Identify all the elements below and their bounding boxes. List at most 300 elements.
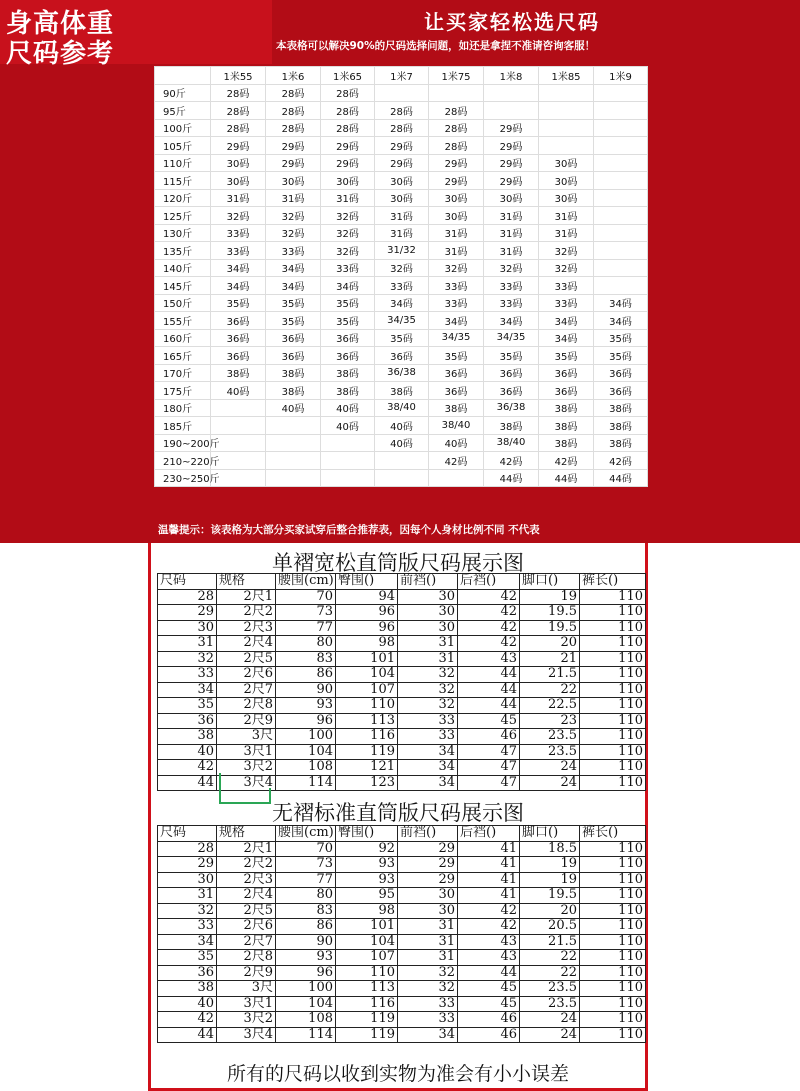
- measure-cell: 110: [580, 857, 646, 873]
- size-cell: 30码: [375, 189, 429, 207]
- column-header: 前裆(): [398, 574, 458, 590]
- size-cell: [375, 469, 429, 487]
- height-weight-size-table: [154, 66, 648, 487]
- size-cell: 32码: [321, 224, 375, 242]
- table-row: [155, 329, 648, 347]
- measure-cell: 110: [580, 996, 646, 1012]
- measure-cell: 30: [398, 903, 458, 919]
- size-cell: 30码: [321, 172, 375, 190]
- size-cell: 31码: [211, 189, 266, 207]
- title-line-2: 尺码参考: [6, 39, 115, 69]
- measure-cell: 3尺1: [217, 744, 276, 760]
- size-cell: 28码: [266, 84, 321, 102]
- measure-cell: 32: [398, 698, 458, 714]
- measure-cell: 3尺4: [217, 1027, 276, 1043]
- measure-cell: 21.5: [520, 667, 580, 683]
- table-row: [158, 760, 646, 776]
- size-cell: 38/40: [429, 417, 484, 435]
- column-header: 臀围(): [336, 826, 398, 842]
- measure-cell: 3尺: [217, 729, 276, 745]
- measure-cell: 33: [398, 729, 458, 745]
- measure-cell: 98: [336, 636, 398, 652]
- measure-cell: 2尺8: [217, 950, 276, 966]
- size-cell: [266, 434, 321, 452]
- measure-cell: 31: [398, 636, 458, 652]
- size-cell: 36码: [594, 364, 648, 382]
- measure-cell: 110: [580, 919, 646, 935]
- height-header: 1米6: [266, 67, 321, 85]
- measure-cell: 30: [398, 888, 458, 904]
- size-cell: [429, 469, 484, 487]
- size-cell: 44码: [539, 469, 594, 487]
- size-cell: [539, 84, 594, 102]
- column-header: 裤长(): [580, 574, 646, 590]
- measure-cell: 3尺2: [217, 1012, 276, 1028]
- size-cell: 38码: [266, 364, 321, 382]
- size-cell: [539, 102, 594, 120]
- weight-label: 150斤: [155, 294, 211, 312]
- weight-label: 185斤: [155, 417, 211, 435]
- measure-cell: 110: [580, 1027, 646, 1043]
- table-row: [158, 888, 646, 904]
- measure-cell: 32: [398, 981, 458, 997]
- size-cell: 30码: [539, 172, 594, 190]
- size-cell: 34码: [429, 312, 484, 330]
- measure-cell: 38: [158, 981, 217, 997]
- measure-cell: 47: [458, 760, 520, 776]
- table-row: [158, 950, 646, 966]
- size-cell: 31码: [484, 224, 539, 242]
- measure-cell: 30: [398, 605, 458, 621]
- size-cell: 35码: [594, 347, 648, 365]
- measure-cell: 83: [276, 903, 336, 919]
- weight-label: 170斤: [155, 364, 211, 382]
- size-cell: 28码: [211, 84, 266, 102]
- measure-cell: 2尺1: [217, 841, 276, 857]
- table-row: [155, 469, 648, 487]
- measure-cell: 110: [580, 636, 646, 652]
- measure-cell: 93: [336, 872, 398, 888]
- measure-cell: 2尺7: [217, 682, 276, 698]
- size-cell: 38码: [539, 399, 594, 417]
- measure-cell: 2尺5: [217, 903, 276, 919]
- table-row: [158, 934, 646, 950]
- size-cell: [321, 452, 375, 470]
- size-cell: 36码: [211, 329, 266, 347]
- size-cell: 31码: [429, 224, 484, 242]
- measure-cell: 41: [458, 841, 520, 857]
- measure-cell: 110: [580, 651, 646, 667]
- header-right: [272, 0, 800, 64]
- measure-cell: 19: [520, 857, 580, 873]
- description: 本表格可以解决90%的尺码选择问题，如还是拿捏不准请咨询客服！: [276, 40, 596, 52]
- weight-label: 140斤: [155, 259, 211, 277]
- size-cell: 34/35: [484, 329, 539, 347]
- weight-label: 155斤: [155, 312, 211, 330]
- size-cell: 34码: [211, 259, 266, 277]
- measure-cell: 44: [158, 775, 217, 791]
- header-corner: [155, 67, 211, 85]
- size-cell: 38码: [594, 399, 648, 417]
- measure-cell: 70: [276, 589, 336, 605]
- size-cell: 29码: [321, 154, 375, 172]
- size-cell: 33码: [266, 242, 321, 260]
- measure-cell: 44: [458, 682, 520, 698]
- size-cell: 35码: [484, 347, 539, 365]
- size-cell: 28码: [429, 119, 484, 137]
- size-cell: 29码: [484, 154, 539, 172]
- measure-cell: 40: [158, 744, 217, 760]
- table-row: [158, 698, 646, 714]
- size-cell: 31/32: [375, 242, 429, 260]
- measure-cell: 110: [580, 965, 646, 981]
- measure-cell: 35: [158, 950, 217, 966]
- measure-cell: 110: [336, 698, 398, 714]
- measure-cell: 33: [398, 1012, 458, 1028]
- measure-cell: 30: [398, 589, 458, 605]
- size-cell: 40码: [429, 434, 484, 452]
- measure-cell: 2尺3: [217, 872, 276, 888]
- size-cell: 30码: [375, 172, 429, 190]
- measure-cell: 24: [520, 1012, 580, 1028]
- measure-cell: 110: [580, 1012, 646, 1028]
- measure-cell: 22: [520, 682, 580, 698]
- table-row: [155, 399, 648, 417]
- size-cell: 38/40: [375, 399, 429, 417]
- size-cell: 36码: [321, 329, 375, 347]
- table-row: [155, 382, 648, 400]
- measure-cell: 19: [520, 589, 580, 605]
- measure-cell: 34: [398, 775, 458, 791]
- size-cell: 33码: [211, 224, 266, 242]
- size-cell: 36码: [211, 312, 266, 330]
- measure-cell: 20.5: [520, 919, 580, 935]
- measure-cell: 116: [336, 996, 398, 1012]
- table-row: [155, 84, 648, 102]
- table-row: [158, 872, 646, 888]
- column-header: 脚口(): [520, 574, 580, 590]
- measure-cell: 96: [336, 620, 398, 636]
- measure-cell: 110: [580, 729, 646, 745]
- size-cell: [594, 119, 648, 137]
- size-cell: [594, 207, 648, 225]
- size-cell: [266, 417, 321, 435]
- measure-cell: 45: [458, 996, 520, 1012]
- size-cell: 34/35: [429, 329, 484, 347]
- measure-cell: 110: [580, 682, 646, 698]
- measure-cell: 93: [276, 698, 336, 714]
- size-cell: 29码: [484, 119, 539, 137]
- table-row: [158, 1012, 646, 1028]
- measure-cell: 90: [276, 934, 336, 950]
- size-cell: [484, 102, 539, 120]
- table-row: [158, 1027, 646, 1043]
- size-cell: 40码: [211, 382, 266, 400]
- size-cell: 34码: [266, 259, 321, 277]
- size-cell: 32码: [539, 242, 594, 260]
- size-cell: 28码: [266, 119, 321, 137]
- size-cell: 28码: [321, 102, 375, 120]
- measure-cell: 98: [336, 903, 398, 919]
- height-header: 1米55: [211, 67, 266, 85]
- weight-label: 125斤: [155, 207, 211, 225]
- measure-cell: 20: [520, 636, 580, 652]
- table-row: [155, 242, 648, 260]
- measure-cell: 42: [458, 605, 520, 621]
- size-cell: [594, 102, 648, 120]
- size-cell: 33码: [484, 294, 539, 312]
- size-cell: 36码: [594, 382, 648, 400]
- measure-cell: 41: [458, 872, 520, 888]
- measure-cell: 73: [276, 605, 336, 621]
- size-cell: 38码: [266, 382, 321, 400]
- table-row: [158, 981, 646, 997]
- size-cell: [211, 417, 266, 435]
- weight-label: 165斤: [155, 347, 211, 365]
- size-cell: 31码: [429, 242, 484, 260]
- measure-cell: 24: [520, 775, 580, 791]
- weight-label: 180斤: [155, 399, 211, 417]
- column-header: 脚口(): [520, 826, 580, 842]
- measure-cell: 110: [580, 605, 646, 621]
- size-cell: 28码: [429, 137, 484, 155]
- table-row: [155, 172, 648, 190]
- weight-label: 230~250斤: [155, 469, 211, 487]
- measure-cell: 110: [580, 698, 646, 714]
- measure-cell: 110: [580, 934, 646, 950]
- size-cell: 31码: [539, 224, 594, 242]
- column-header: 规格: [217, 826, 276, 842]
- size-cell: 35码: [539, 347, 594, 365]
- measure-cell: 110: [580, 744, 646, 760]
- height-header: 1米65: [321, 67, 375, 85]
- size-cell: 29码: [484, 137, 539, 155]
- table-row: [158, 667, 646, 683]
- measure-cell: 46: [458, 729, 520, 745]
- measure-cell: 114: [276, 1027, 336, 1043]
- measure-cell: 121: [336, 760, 398, 776]
- size-cell: 32码: [266, 224, 321, 242]
- measure-cell: 31: [158, 888, 217, 904]
- size-cell: 33码: [321, 259, 375, 277]
- measure-cell: 22.5: [520, 698, 580, 714]
- size-cell: [594, 172, 648, 190]
- measure-cell: 90: [276, 682, 336, 698]
- section2-title: 无褶标准直筒版尺码展示图: [272, 801, 524, 825]
- measure-cell: 47: [458, 775, 520, 791]
- measure-cell: 2尺2: [217, 605, 276, 621]
- measure-cell: 24: [520, 760, 580, 776]
- size-cell: 40码: [375, 417, 429, 435]
- size-cell: 36/38: [484, 399, 539, 417]
- measure-cell: 3尺2: [217, 760, 276, 776]
- measure-cell: 93: [336, 857, 398, 873]
- measure-cell: 23: [520, 713, 580, 729]
- measure-cell: 2尺4: [217, 636, 276, 652]
- measure-cell: 2尺5: [217, 651, 276, 667]
- measure-cell: 110: [580, 667, 646, 683]
- measure-header-row: [158, 574, 646, 590]
- measure-cell: 2尺3: [217, 620, 276, 636]
- measure-cell: 31: [158, 636, 217, 652]
- measurement-panel: [148, 543, 648, 1091]
- size-cell: [594, 84, 648, 102]
- measure-cell: 104: [336, 667, 398, 683]
- size-cell: 34码: [594, 312, 648, 330]
- size-cell: 36码: [211, 347, 266, 365]
- size-cell: 40码: [375, 434, 429, 452]
- size-cell: 34码: [211, 277, 266, 295]
- measure-cell: 19.5: [520, 605, 580, 621]
- size-cell: [594, 224, 648, 242]
- table-row: [158, 857, 646, 873]
- size-cell: 28码: [266, 102, 321, 120]
- size-cell: 38码: [321, 382, 375, 400]
- measure-cell: 42: [458, 589, 520, 605]
- section1-title: 单褶宽松直筒版尺码展示图: [272, 551, 524, 575]
- measure-cell: 19.5: [520, 888, 580, 904]
- size-cell: 32码: [321, 242, 375, 260]
- measure-cell: 93: [276, 950, 336, 966]
- table-row: [155, 154, 648, 172]
- measure-cell: 110: [580, 950, 646, 966]
- measure-cell: 96: [276, 965, 336, 981]
- measure-cell: 22: [520, 950, 580, 966]
- size-cell: 29码: [211, 137, 266, 155]
- size-cell: [375, 452, 429, 470]
- size-cell: 33码: [375, 277, 429, 295]
- size-cell: 35码: [375, 329, 429, 347]
- measure-cell: 43: [458, 934, 520, 950]
- size-cell: 33码: [539, 294, 594, 312]
- measure-cell: 110: [580, 981, 646, 997]
- height-header: 1米8: [484, 67, 539, 85]
- measure-cell: 86: [276, 667, 336, 683]
- column-header: 腰围(cm): [276, 826, 336, 842]
- measure-cell: 31: [398, 934, 458, 950]
- size-cell: 31码: [539, 207, 594, 225]
- measure-cell: 36: [158, 965, 217, 981]
- measure-cell: 2尺4: [217, 888, 276, 904]
- measure-cell: 45: [458, 713, 520, 729]
- size-cell: 29码: [484, 172, 539, 190]
- weight-label: 190~200斤: [155, 434, 211, 452]
- size-cell: 30码: [429, 189, 484, 207]
- height-header: 1米7: [375, 67, 429, 85]
- table-row: [158, 841, 646, 857]
- weight-label: 120斤: [155, 189, 211, 207]
- measure-cell: 3尺4: [217, 775, 276, 791]
- measure-cell: 2尺9: [217, 713, 276, 729]
- flat-front-size-table: [157, 825, 646, 1043]
- size-cell: 33码: [484, 277, 539, 295]
- table-row: [158, 605, 646, 621]
- table-row: [158, 620, 646, 636]
- size-cell: 36码: [429, 382, 484, 400]
- measure-cell: 114: [276, 775, 336, 791]
- table-row: [155, 277, 648, 295]
- size-cell: [539, 137, 594, 155]
- height-header: 1米9: [594, 67, 648, 85]
- column-header: 后裆(): [458, 574, 520, 590]
- measure-cell: 3尺1: [217, 996, 276, 1012]
- measure-cell: 34: [398, 760, 458, 776]
- size-cell: [594, 189, 648, 207]
- measure-cell: 33: [158, 667, 217, 683]
- size-cell: 36码: [266, 329, 321, 347]
- measure-cell: 110: [580, 872, 646, 888]
- size-cell: 33码: [539, 277, 594, 295]
- size-cell: 35码: [211, 294, 266, 312]
- column-header: 裤长(): [580, 826, 646, 842]
- weight-label: 210~220斤: [155, 452, 211, 470]
- measure-cell: 108: [276, 760, 336, 776]
- weight-label: 90斤: [155, 84, 211, 102]
- size-cell: 30码: [539, 189, 594, 207]
- measure-cell: 38: [158, 729, 217, 745]
- measure-cell: 34: [158, 934, 217, 950]
- measure-cell: 20: [520, 903, 580, 919]
- size-cell: 29码: [321, 137, 375, 155]
- size-reference-panel: [0, 0, 800, 543]
- size-cell: 38码: [321, 364, 375, 382]
- size-cell: 28码: [211, 102, 266, 120]
- measure-cell: 110: [580, 841, 646, 857]
- table-row: [158, 996, 646, 1012]
- size-cell: 40码: [266, 399, 321, 417]
- size-cell: 38码: [211, 364, 266, 382]
- table-row: [155, 224, 648, 242]
- size-cell: [594, 154, 648, 172]
- size-cell: 38/40: [484, 434, 539, 452]
- size-cell: 36码: [429, 364, 484, 382]
- table-row: [155, 364, 648, 382]
- size-cell: 28码: [211, 119, 266, 137]
- table-row: [155, 434, 648, 452]
- table-row: [155, 137, 648, 155]
- table-row: [158, 589, 646, 605]
- size-cell: 30码: [429, 207, 484, 225]
- title-block: [0, 0, 272, 69]
- size-cell: 36码: [266, 347, 321, 365]
- size-cell: 28码: [375, 119, 429, 137]
- size-cell: [594, 242, 648, 260]
- measure-cell: 18.5: [520, 841, 580, 857]
- measure-cell: 113: [336, 713, 398, 729]
- size-cell: 42码: [429, 452, 484, 470]
- table-row: [155, 417, 648, 435]
- height-header: 1米75: [429, 67, 484, 85]
- subtitle: 让买家轻松选尺码: [424, 10, 600, 34]
- table-row: [155, 294, 648, 312]
- measure-cell: 104: [336, 934, 398, 950]
- size-cell: 32码: [211, 207, 266, 225]
- table-row: [155, 102, 648, 120]
- tip-text: 温馨提示：该表格为大部分买家试穿后整合推荐表，因每个人身材比例不同 不代表: [158, 524, 540, 536]
- size-cell: 36码: [539, 382, 594, 400]
- measure-cell: 2尺7: [217, 934, 276, 950]
- measure-cell: 42: [458, 903, 520, 919]
- size-cell: 31码: [484, 242, 539, 260]
- measure-cell: 40: [158, 996, 217, 1012]
- measure-cell: 96: [336, 605, 398, 621]
- measure-cell: 19.5: [520, 620, 580, 636]
- measure-cell: 119: [336, 1027, 398, 1043]
- column-header: 尺码: [158, 574, 217, 590]
- measure-cell: 34: [398, 744, 458, 760]
- measure-cell: 21: [520, 651, 580, 667]
- measure-cell: 73: [276, 857, 336, 873]
